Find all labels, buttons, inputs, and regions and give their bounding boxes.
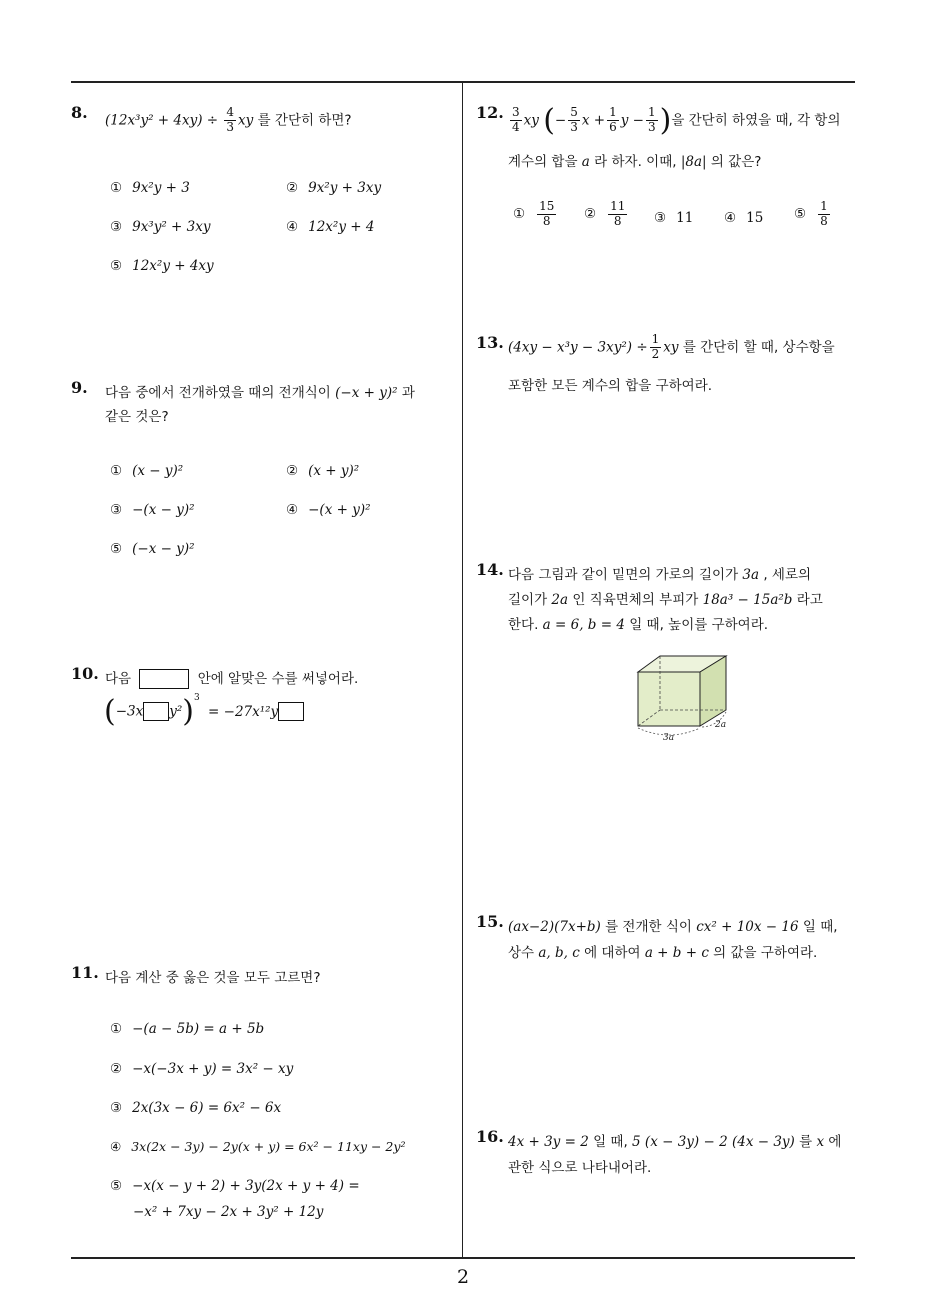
question-number: 13. [476, 333, 504, 352]
question-stem-line3: 한다. a = 6, b = 4 일 때, 높이를 구하여라. [508, 617, 769, 633]
question-stem: (ax−2)(7x+b) 를 전개한 식이 cx² + 10x − 16 일 때, [508, 919, 838, 935]
depth-label: 2a [715, 720, 727, 730]
question-stem-line2: 계수의 합을 a 라 하자. 이때, |8a| 의 값은? [508, 154, 762, 170]
option-2[interactable]: ② $\frac{11}{8}$ [584, 199, 626, 228]
question-stem: (4xy − x³y − 3xy²) ÷ $\frac{1}{2}$ xy 를 간단히 할 때, 상수항을 [508, 332, 835, 361]
option-2[interactable]: ② −x(−3x + y) = 3x² − xy [110, 1061, 294, 1077]
option-5[interactable]: ⑤ (−x − y)² [110, 541, 195, 557]
question-number: 9. [71, 378, 88, 397]
cuboid-figure [622, 650, 742, 745]
bottom-rule [71, 1257, 855, 1259]
cuboid-front-face [638, 672, 700, 726]
option-5[interactable]: ⑤ 12x²y + 4xy [110, 258, 214, 274]
page-number: 2 [456, 1266, 470, 1288]
question-stem: 다음 그림과 같이 밑면의 가로의 길이가 3a , 세로의 [508, 567, 812, 583]
answer-box-placeholder [139, 669, 189, 689]
option-4[interactable]: ④ 15 [724, 210, 764, 226]
question-number: 11. [71, 963, 99, 982]
question-stem: $\frac{3}{4}$ xy (− $\frac{5}{3}$ x + $\frac{1}{6}$ y − $\frac{1}{3}$ )을 간단히 하였을 때, 각 항의 [512, 103, 841, 138]
question-stem-line2: 관한 식으로 나타내어라. [508, 1160, 652, 1176]
question-stem: 다음 계산 중 옳은 것을 모두 고르면? [105, 970, 321, 986]
option-1[interactable]: ① −(a − 5b) = a + 5b [110, 1021, 265, 1037]
option-1[interactable]: ① (x − y)² [110, 463, 184, 479]
question-number: 14. [476, 560, 504, 579]
question-stem-line2: 포함한 모든 계수의 합을 구하여라. [508, 378, 713, 394]
option-2[interactable]: ② 9x²y + 3xy [286, 180, 382, 196]
question-stem: 4x + 3y = 2 일 때, 5 (x − 3y) − 2 (4x − 3y) 를 x 에 [508, 1134, 842, 1150]
question-stem: 다음 안에 알맞은 수를 써넣어라. [105, 671, 359, 687]
option-4[interactable]: ④ 12x²y + 4 [286, 219, 375, 235]
equation: (−3x y²)$^3$ = −27x¹²y [104, 694, 304, 729]
option-5-line2: −x² + 7xy − 2x + 3y² + 12y [133, 1204, 324, 1220]
option-4[interactable]: ④ −(x + y)² [286, 502, 371, 518]
answer-box-1[interactable] [143, 702, 169, 721]
question-number: 12. [476, 103, 504, 122]
option-4[interactable]: ④ 3x(2x − 3y) − 2y(x + y) = 6x² − 11xy − 2y² [110, 1139, 406, 1154]
option-3[interactable]: ③ 9x³y² + 3xy [110, 219, 211, 235]
option-3[interactable]: ③ 11 [654, 210, 694, 226]
answer-box-2[interactable] [278, 702, 304, 721]
option-5[interactable]: ⑤ −x(x − y + 2) + 3y(2x + y + 4) = [110, 1178, 360, 1194]
question-stem: (12x³y² + 4xy) ÷ $\frac{4}{3}$ xy 를 간단히 하면? [105, 105, 352, 134]
width-label: 3a [663, 733, 675, 743]
question-number: 15. [476, 912, 504, 931]
option-1[interactable]: ① 9x²y + 3 [110, 180, 190, 196]
option-2[interactable]: ② (x + y)² [286, 463, 360, 479]
question-stem-line2: 상수 a, b, c 에 대하여 a + b + c 의 값을 구하여라. [508, 945, 818, 961]
option-3[interactable]: ③ 2x(3x − 6) = 6x² − 6x [110, 1100, 282, 1116]
option-1[interactable]: ① $\frac{15}{8}$ [513, 199, 555, 228]
question-stem-line2: 같은 것은? [105, 409, 169, 425]
question-number: 8. [71, 103, 88, 122]
question-number: 16. [476, 1127, 504, 1146]
option-5[interactable]: ⑤ $\frac{1}{8}$ [794, 199, 828, 228]
question-stem: 다음 중에서 전개하였을 때의 전개식이 (−x + y)² 과 [105, 385, 415, 401]
column-divider [462, 81, 463, 1258]
question-stem-line2: 길이가 2a 인 직육면체의 부피가 18a³ − 15a²b 라고 [508, 592, 823, 608]
option-3[interactable]: ③ −(x − y)² [110, 502, 195, 518]
question-number: 10. [71, 664, 99, 683]
